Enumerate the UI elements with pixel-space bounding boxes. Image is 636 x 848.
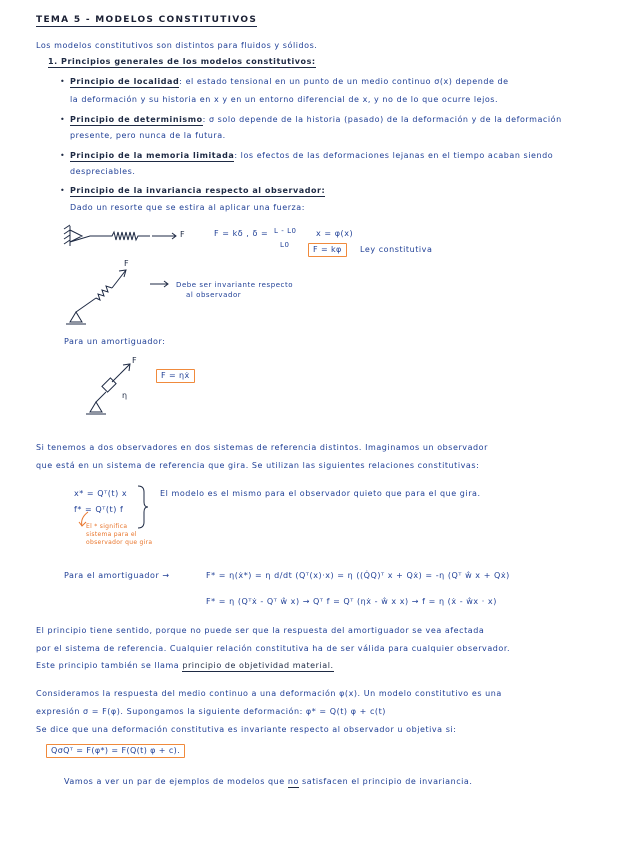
brace-icon (138, 486, 148, 528)
bullet: • (60, 151, 66, 160)
closing-line (64, 778, 472, 786)
section-heading: 1. Principios generales de los modelos constitutivos: (48, 57, 316, 66)
invariance-note-line1: Debe ser invariante respecto (176, 281, 294, 289)
conclusion-line2: por el sistema de referencia. Cualquier relación constitutiva ha de ser válida para cualquier observador. (36, 644, 511, 653)
rotated-x-eq: x* = Qᵀ(t) x (74, 489, 128, 498)
spring-constitutive-box: F = kφ (308, 243, 347, 257)
conclusion-line1: El principio tiene sentido, porque no puede ser que la respuesta del amortiguador se vea afectada (36, 626, 485, 635)
observers-line2: que está en un sistema de referencia que gira. Se utilizan las siguientes relaciones constitutivas: (36, 461, 480, 470)
damper-rotating-label: Para el amortiguador → (64, 571, 170, 580)
bullet: • (60, 186, 66, 195)
conclusion-line3-text: Este principio también se llama (36, 661, 183, 670)
asterisk-note-line1: El * significa (86, 523, 128, 530)
principle-memory-title: Principio de la memoria limitada (70, 151, 235, 160)
closing-underlined-no: no (287, 777, 299, 786)
same-model-text: El modelo es el mismo para el observador quieto que para el que gira. (160, 489, 481, 498)
closing-text-post: satisfacen el principio de invariancia. (298, 777, 473, 786)
continuum-line2: expresión σ = F(φ). Supongamos la siguiente deformación: φ* = Q(t) φ + c(t) (36, 707, 386, 716)
damper-constitutive-box: F = ηẋ (156, 369, 195, 383)
damper-rotating-eq2: F* = η (Qᵀẋ - Qᵀ ŵ x) → Qᵀ f = Qᵀ (ηẋ - ŵ x x) → f = η (ẋ - ŵx · x) (206, 597, 497, 606)
principle-determinism-text: : σ solo depende de la historia (pasado) de la deformación y de la deformación (202, 115, 562, 124)
tilted-spring-icon (66, 270, 126, 324)
page-title: TEMA 5 - MODELOS CONSTITUTIVOS (36, 15, 258, 25)
principle-memory-line2: despreciables. (70, 167, 136, 176)
tilted-force-label: F (124, 259, 130, 268)
principle-locality-text: : el estado tensional en un punto de un medio continuo σ(x) depende de (179, 77, 509, 86)
spring-wall-icon (64, 225, 70, 246)
observers-line1: Si tenemos a dos observadores en dos sistemas de referencia distintos. Imaginamos un observador (36, 443, 488, 452)
damper-icon (86, 364, 130, 414)
damper-eta-label: η (122, 391, 128, 400)
conclusion-line3 (36, 662, 334, 670)
material-objectivity-term: principio de objetividad material. (182, 661, 334, 670)
spring-phi-eq: x = φ(x) (316, 229, 354, 238)
objectivity-condition-box: QσQᵀ = F(φ*) = F(Q(t) φ + c). (46, 744, 185, 758)
principle-locality-line2: la deformación y su historia en x y en un entorno diferencial de x, y no de lo que ocurre lejos. (70, 95, 499, 104)
bullet: • (60, 77, 66, 86)
principle-invariance-title: Principio de la invariancia respecto al observador: (70, 186, 326, 195)
continuum-line1: Consideramos la respuesta del medio continuo a una deformación φ(x). Un modelo constitutivo es una (36, 689, 502, 698)
spring-fraction-num: L - L0 (274, 227, 297, 235)
principle-determinism-line2: presente, pero nunca de la futura. (70, 131, 226, 140)
damper-force-label: F (132, 356, 138, 365)
spring-equation: F = kδ , δ = (214, 229, 269, 238)
spring-fraction-den: L0 (280, 241, 290, 249)
spring-icon (70, 230, 150, 242)
force-arrow-icon (152, 233, 176, 239)
principle-locality-title: Principio de localidad (70, 77, 180, 86)
damper-intro: Para un amortiguador: (64, 337, 166, 346)
spring-force-label: F (180, 230, 186, 239)
invariance-note-line2: al observador (186, 291, 242, 299)
principle-memory-text: : los efectos de las deformaciones lejanas en el tiempo acaban siendo (234, 151, 554, 160)
closing-text-pre: Vamos a ver un par de ejemplos de modelos que (64, 777, 288, 786)
rotated-f-eq: f* = Qᵀ(t) f (74, 505, 124, 514)
continuum-line3: Se dice que una deformación constitutiva es invariante respecto al observador u objetiva si: (36, 725, 457, 734)
bullet: • (60, 115, 66, 124)
principle-determinism-title: Principio de determinismo (70, 115, 203, 124)
asterisk-note-line3: observador que gira (86, 539, 153, 546)
constitutive-law-note: Ley constitutiva (360, 245, 433, 254)
intro-text: Los modelos constitutivos son distintos para fluidos y sólidos. (36, 41, 318, 50)
asterisk-note-line2: sistema para el (86, 531, 137, 538)
damper-rotating-eq1: F* = η(ẋ*) = η d/dt (Qᵀ(x)·x) = η ((Q̇Q)ᵀ x + Qẋ) = -η (Qᵀ ŵ x + Qẋ) (206, 571, 510, 580)
note-arrow-icon (150, 281, 168, 287)
spring-intro: Dado un resorte que se estira al aplicar una fuerza: (70, 203, 305, 212)
